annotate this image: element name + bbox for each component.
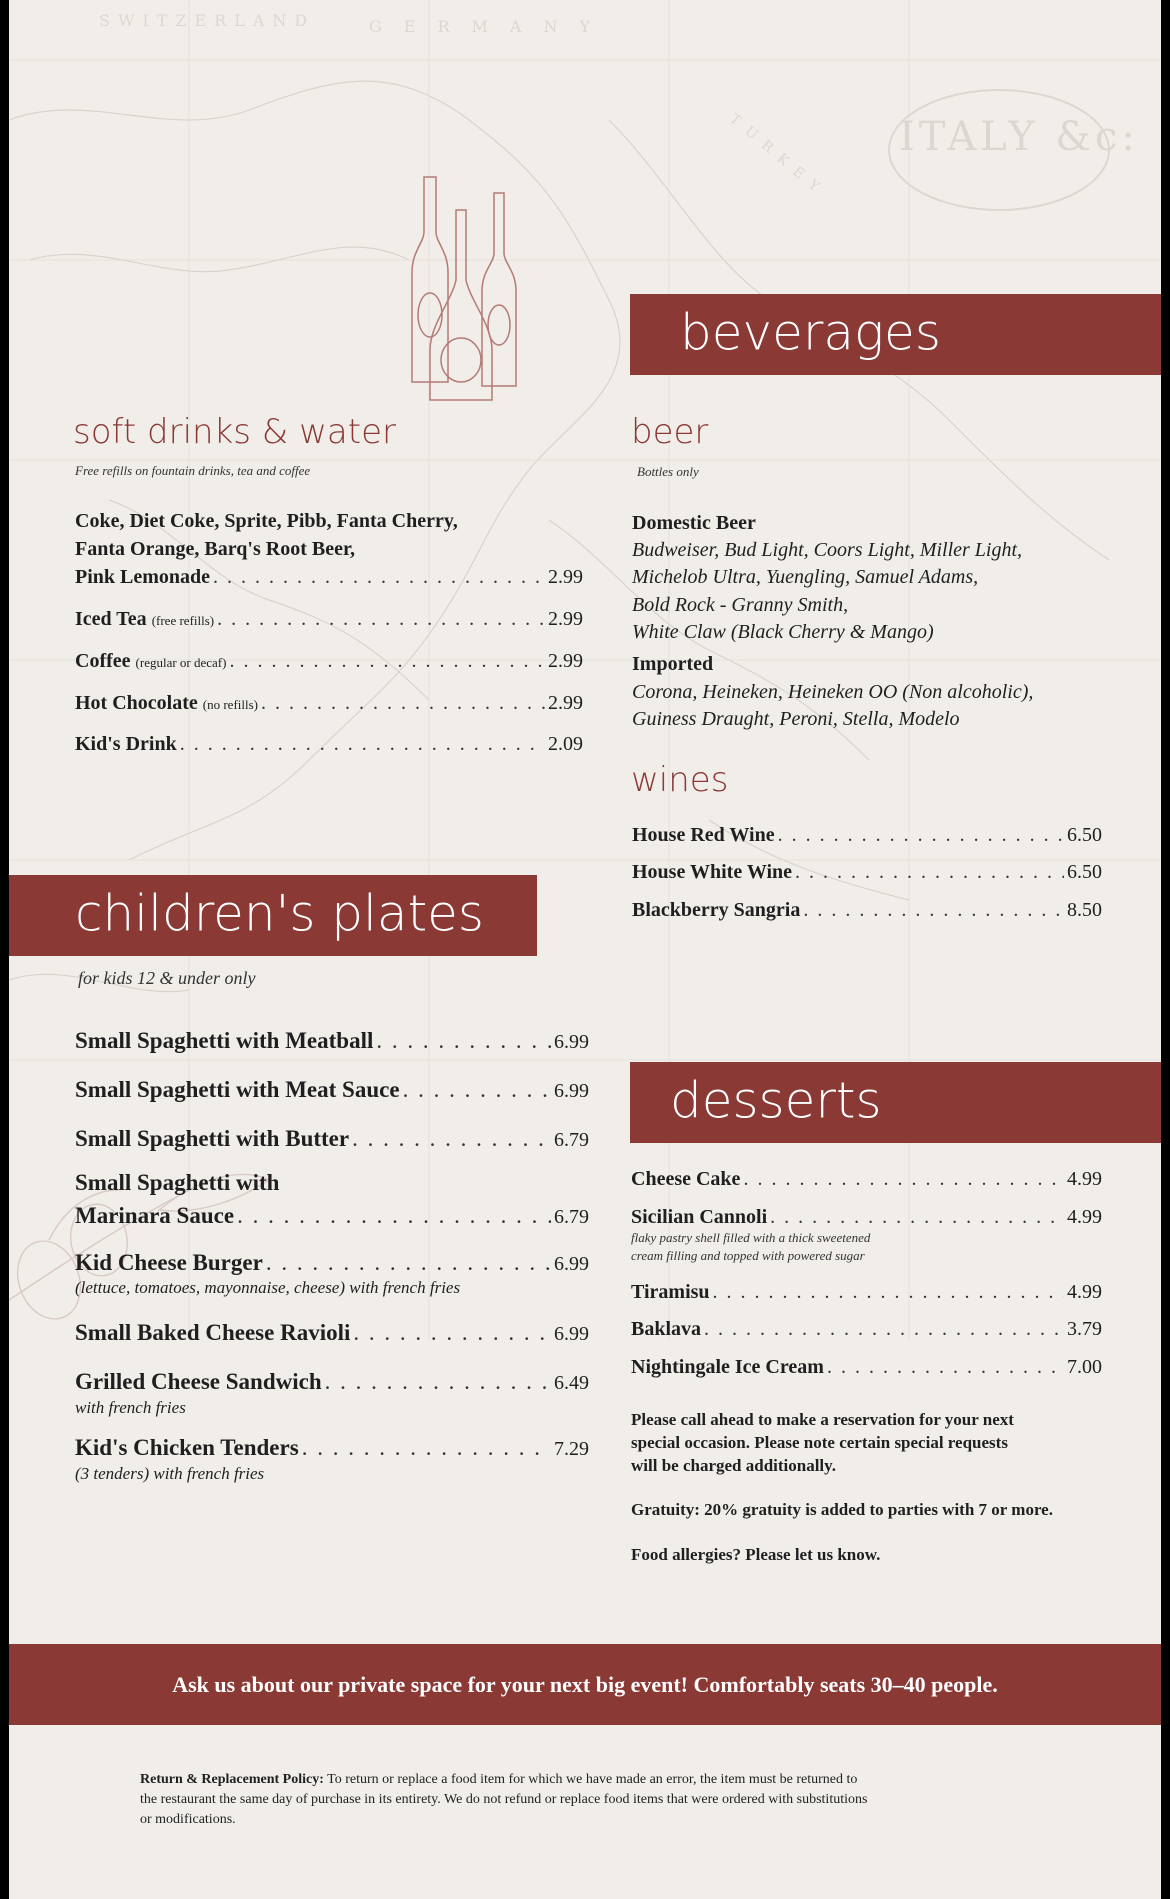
menu-item: [631, 1168, 1102, 1191]
menu-item-description: flaky pastry shell filled with a thick sweetened: [631, 1230, 871, 1245]
switzerland-watermark: SWITZERLAND: [99, 11, 316, 30]
reservation-note-line: Please call ahead to make a reservation for your next: [631, 1410, 1014, 1429]
desserts-banner-label: desserts: [670, 1071, 882, 1130]
menu-item-price: 6.49: [554, 1372, 589, 1394]
childrens-plates-banner-label: children's plates: [75, 884, 484, 943]
menu-item-name: Grilled Cheese Sandwich: [75, 1369, 322, 1394]
menu-item: [75, 733, 583, 756]
menu-item-description: (lettuce, tomatoes, mayonnaise, cheese) with french fries: [75, 1278, 461, 1297]
menu-item-price: 6.79: [554, 1206, 589, 1228]
menu-item-name-line: Small Spaghetti with: [75, 1170, 280, 1195]
allergies-note: Food allergies? Please let us know.: [631, 1545, 881, 1564]
desserts-banner: [630, 1062, 1161, 1143]
menu-item-price: 4.99: [1067, 1206, 1102, 1228]
childrens-plates-banner: [9, 875, 537, 956]
return-policy-text: or modifications.: [140, 1812, 236, 1827]
menu-item: [75, 1435, 589, 1461]
germany-watermark: GERMANY: [369, 17, 613, 36]
return-policy: [140, 1770, 1040, 1830]
imported-beer-label: Imported: [632, 653, 714, 675]
gratuity-note: Gratuity: 20% gratuity is added to parties with 7 or more.: [631, 1500, 1053, 1519]
menu-item-description: with french fries: [75, 1398, 186, 1417]
menu-item: [75, 566, 583, 589]
menu-item-name: Coffee: [75, 650, 131, 672]
menu-item-name: Small Baked Cheese Ravioli: [75, 1320, 351, 1345]
menu-item-price: 7.29: [554, 1438, 589, 1460]
menu-item-price: 6.99: [554, 1323, 589, 1345]
beer-title: beer: [631, 412, 709, 452]
menu-item-name: Small Spaghetti with Meatball: [75, 1028, 374, 1053]
menu-item-name: Kid Cheese Burger: [75, 1250, 263, 1275]
menu-item-name: Kid's Drink: [75, 733, 177, 755]
menu-item-name: Kid's Chicken Tenders: [75, 1435, 299, 1460]
menu-item-name: Sicilian Cannoli: [631, 1206, 768, 1228]
italy-watermark: ITALY &c:: [899, 114, 1139, 160]
turkey-watermark: TURKEY: [726, 110, 830, 202]
menu-item-price: 7.00: [1067, 1356, 1102, 1378]
menu-item-price: 2.99: [548, 650, 583, 672]
menu-item: [75, 1028, 589, 1054]
menu-item-name: Marinara Sauce: [75, 1203, 235, 1228]
menu-item-price: 4.99: [1067, 1168, 1102, 1190]
menu-item: [75, 650, 583, 673]
menu-item-name: Iced Tea: [75, 608, 147, 630]
return-policy-label: Return & Replacement Policy:: [140, 1772, 324, 1787]
wine-bottles-icon: [404, 175, 544, 405]
private-space-banner-label: Ask us about our private space for your next big event! Comfortably seats 30–40 people.: [172, 1671, 998, 1697]
menu-item: [75, 1369, 589, 1395]
menu-item: [632, 899, 1102, 922]
menu-item-price: 6.99: [554, 1031, 589, 1053]
beer-subtitle: Bottles only: [637, 464, 699, 479]
menu-item-price: 8.50: [1067, 899, 1102, 921]
beer-list-line: Michelob Ultra, Yuengling, Samuel Adams,: [632, 566, 979, 588]
menu-item: [631, 1318, 1102, 1341]
menu-item-name: Pink Lemonade: [75, 566, 211, 588]
menu-item-name: Cheese Cake: [631, 1168, 741, 1190]
menu-item-name: Hot Chocolate: [75, 692, 198, 714]
menu-item-price: 4.99: [1067, 1281, 1102, 1303]
menu-item: [631, 1206, 1102, 1229]
menu-item-price: 6.99: [554, 1080, 589, 1102]
beer-list-line: Bold Rock - Granny Smith,: [632, 594, 849, 616]
beer-list-line: Corona, Heineken, Heineken OO (Non alcoholic),: [632, 681, 1034, 703]
private-space-banner: [9, 1644, 1161, 1725]
menu-item-name: Tiramisu: [631, 1281, 710, 1303]
menu-item-note: (regular or decaf): [135, 655, 227, 670]
return-policy-text: To return or replace a food item for which we have made an error, the item must be returned to: [323, 1772, 858, 1787]
menu-item-note: (no refills): [202, 697, 258, 712]
menu-item-price: 3.79: [1067, 1318, 1102, 1340]
menu-item-price: 2.99: [548, 692, 583, 714]
soft-drinks-title: soft drinks & water: [73, 412, 396, 452]
menu-item-price: 2.09: [548, 733, 583, 755]
menu-item-price: 2.99: [548, 566, 583, 588]
menu-item: [632, 861, 1102, 884]
reservation-note-line: will be charged additionally.: [631, 1456, 836, 1475]
reservation-note-line: special occasion. Please note certain special requests: [631, 1433, 1008, 1452]
return-policy-text: the restaurant the same day of purchase in its entirety. We do not refund or replace food items that were ordered with substitutions: [140, 1792, 868, 1807]
wines-title: wines: [631, 760, 729, 800]
menu-item-note: (free refills): [151, 613, 215, 628]
beer-list-line: White Claw (Black Cherry & Mango): [632, 621, 934, 643]
menu-item: [631, 1281, 1102, 1304]
menu-item-description: (3 tenders) with french fries: [75, 1464, 265, 1483]
menu-item: [75, 1250, 589, 1276]
menu-item: [75, 1077, 589, 1103]
menu-item-description: cream filling and topped with powered sugar: [631, 1248, 865, 1263]
menu-item-name: House White Wine: [632, 861, 793, 883]
menu-item-name: Blackberry Sangria: [632, 899, 801, 921]
menu-page: [9, 0, 1161, 1899]
menu-item-name: Nightingale Ice Cream: [631, 1356, 824, 1378]
menu-item-price: 6.50: [1067, 861, 1102, 883]
soft-drinks-line: Coke, Diet Coke, Sprite, Pibb, Fanta Cherry,: [75, 510, 458, 532]
menu-item: [75, 1126, 589, 1152]
menu-item: [75, 1320, 589, 1346]
menu-item-price: 6.50: [1067, 824, 1102, 846]
beverages-banner: [630, 294, 1161, 375]
menu-item-name: Baklava: [631, 1318, 702, 1340]
menu-item-price: 6.99: [554, 1253, 589, 1275]
beverages-banner-label: beverages: [680, 303, 941, 362]
menu-item: [632, 824, 1102, 847]
reservation-note: [631, 1408, 1014, 1477]
childrens-plates-subtitle: for kids 12 & under only: [78, 968, 256, 988]
soft-drinks-subtitle: Free refills on fountain drinks, tea and coffee: [75, 463, 311, 478]
beer-list-line: Guiness Draught, Peroni, Stella, Modelo: [632, 708, 960, 730]
menu-item: [75, 1203, 589, 1229]
menu-item-price: 6.79: [554, 1129, 589, 1151]
beer-list-line: Budweiser, Bud Light, Coors Light, Miller Light,: [632, 539, 1023, 561]
menu-item: [75, 608, 583, 631]
menu-item-name: House Red Wine: [632, 824, 775, 846]
menu-item-name: Small Spaghetti with Butter: [75, 1126, 350, 1151]
menu-item: [631, 1356, 1102, 1379]
soft-drinks-line: Fanta Orange, Barq's Root Beer,: [75, 538, 355, 560]
menu-item-name: Small Spaghetti with Meat Sauce: [75, 1077, 400, 1102]
menu-item-price: 2.99: [548, 608, 583, 630]
menu-item: [75, 692, 583, 715]
domestic-beer-label: Domestic Beer: [632, 512, 756, 534]
